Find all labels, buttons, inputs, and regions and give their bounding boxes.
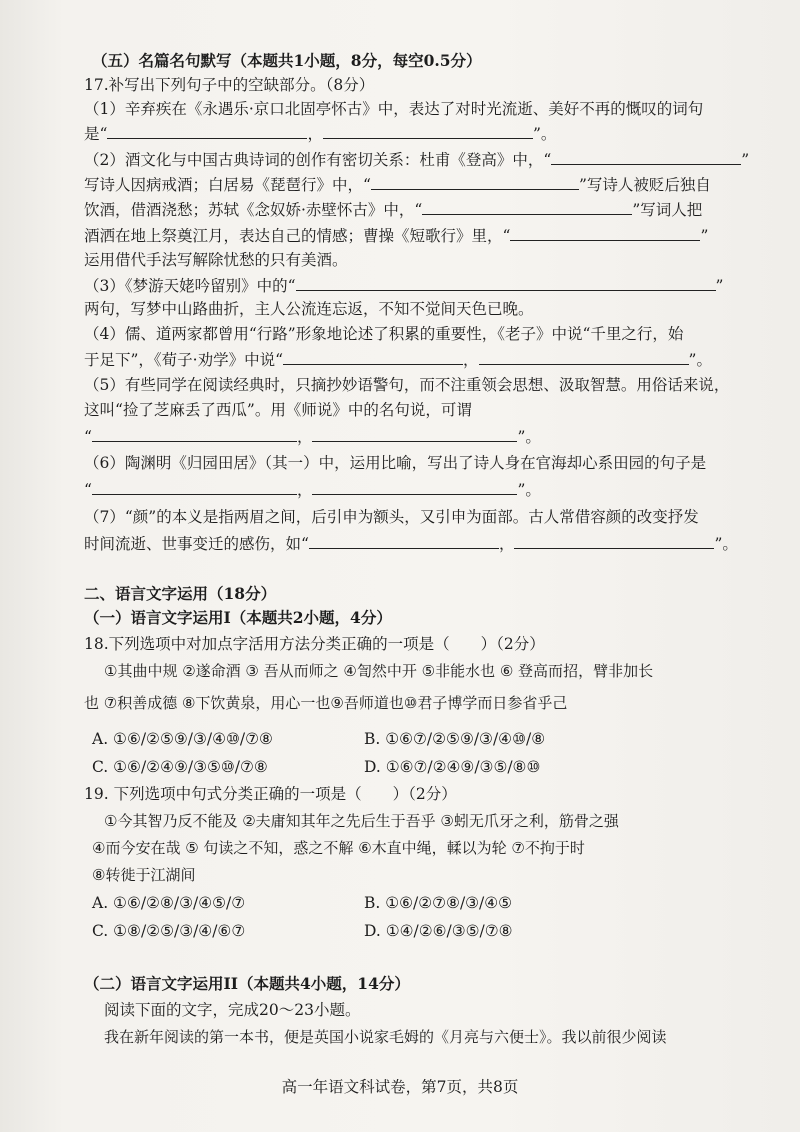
item-3-line-2: 两句，写梦中山路曲折，主人公流连忘返，不知不觉间天色已晚。 [84, 300, 534, 318]
question-17: 17.补写出下列句子中的空缺部分。（8分） [84, 76, 375, 94]
item-7-line-1: （7）“颜”的本义是指两眉之间，后引申为额头，又引申为面部。古人常借容颜的改变抒发 [84, 508, 699, 526]
item-7-line-2: 时间流逝、世事变迁的感伤，如“ ， ”。 [84, 532, 760, 555]
answer-blank[interactable] [283, 348, 463, 365]
q18-items-line-1: ①其曲中规 ②遂命酒 ③ 吾从而师之 ④訇然中开 ⑤非能水也 ⑥ 登高而招，臂非加长 [104, 662, 654, 680]
q19-items-line-3: ⑧转徙于江湖间 [92, 866, 196, 884]
answer-blank[interactable] [312, 425, 517, 442]
item-5-line-1: （5）有些同学在阅读经典时，只摘抄妙语警句，而不注重领会思想、汲取智慧。用俗话来说， [84, 376, 730, 394]
q19-items-line-1: ①今其智乃反不能及 ②夫庸知其年之先后生于吾乎 ③蚓无爪牙之利，筋骨之强 [104, 812, 619, 830]
question-19: 19. 下列选项中句式分类正确的一项是（ ）（2分） [84, 785, 457, 803]
answer-blank[interactable] [92, 425, 297, 442]
item-5-line-3: “ ， ”。 [84, 425, 760, 448]
q19-option-d[interactable]: D. ①④/②⑥/③⑤/⑦⑧ [364, 922, 513, 940]
q19-option-c[interactable]: C. ①⑧/②⑤/③/④/⑥⑦ [92, 922, 246, 940]
item-4-line-2: 于足下”，《荀子·劝学》中说“ ， ”。 [84, 348, 760, 371]
item-2-line-3: 饮酒，借酒浇愁；苏轼《念奴娇·赤壁怀古》中，“ ”写词人把 [84, 198, 760, 221]
answer-blank[interactable] [371, 173, 579, 190]
item-1-text: （1）辛弃疾在《永遇乐·京口北固亭怀古》中，表达了对时光流逝、美好不再的慨叹的词句 [84, 100, 704, 118]
answer-blank[interactable] [107, 122, 307, 139]
answer-blank[interactable] [422, 198, 632, 215]
q19-option-b[interactable]: B. ①⑥/②⑦⑧/③/④⑤ [364, 894, 513, 912]
q19-option-a[interactable]: A. ①⑥/②⑧/③/④⑤/⑦ [92, 894, 246, 912]
q18-items-line-2: 也 ⑦积善成德 ⑧下饮黄泉，用心一也⑨吾师道也⑩君子博学而日参省乎己 [84, 694, 568, 712]
reading-passage-line-1: 我在新年阅读的第一本书，便是英国小说家毛姆的《月亮与六便士》。我以前很少阅读 [104, 1028, 667, 1046]
item-2-line-1: （2）酒文化与中国古典诗词的创作有密切关系：杜甫《登高》中，“ ” [84, 148, 760, 171]
page-footer: 高一年语文科试卷，第7页，共8页 [281, 1078, 519, 1096]
answer-blank[interactable] [296, 274, 716, 291]
section5-heading: （五）名篇名句默写（本题共1小题，8分，每空0.5分） [92, 51, 482, 70]
answer-blank[interactable] [551, 148, 741, 165]
answer-blank[interactable] [514, 532, 714, 549]
item-1-blanks: 是“ ， ”。 [84, 122, 760, 145]
item-2-line-2: 写诗人因病戒酒；白居易《琵琶行》中，“ ”写诗人被贬后独自 [84, 173, 760, 196]
q18-option-c[interactable]: C. ①⑥/②④⑨/③⑤⑩/⑦⑧ [92, 758, 268, 776]
part2-heading: 二、语言文字运用（18分） [84, 584, 277, 603]
item-2-line-4: 酒洒在地上祭奠江月，表达自己的情感；曹操《短歌行》里，“ ” [84, 224, 760, 247]
answer-blank[interactable] [479, 348, 689, 365]
item-6-line-1: （6）陶渊明《归园田居》（其一）中，运用比喻，写出了诗人身在官海却心系田园的句子是 [84, 454, 707, 472]
answer-blank[interactable] [312, 478, 517, 495]
item-5-line-2: 这叫“捡了芝麻丢了西瓜”。用《师说》中的名句说，可谓 [84, 401, 472, 419]
question-18: 18.下列选项中对加点字活用方法分类正确的一项是（ ）（2分） [84, 635, 545, 653]
item-3-line-1: （3）《梦游天姥吟留别》中的“ ” [84, 274, 760, 297]
q19-items-line-2: ④而今安在哉 ⑤ 句读之不知，惑之不解 ⑥木直中绳，輮以为轮 ⑦不拘于时 [92, 839, 585, 857]
answer-blank[interactable] [323, 122, 533, 139]
item-4-line-1: （4）儒、道两家都曾用“行路”形象地论述了积累的重要性，《老子》中说“千里之行，始 [84, 325, 684, 343]
part2-sub2-heading: （二）语言文字运用II（本题共4小题，14分） [84, 974, 410, 993]
answer-blank[interactable] [510, 224, 700, 241]
answer-blank[interactable] [309, 532, 499, 549]
q18-option-d[interactable]: D. ①⑥⑦/②④⑨/③⑤/⑧⑩ [364, 758, 541, 776]
item-2-line-5: 运用借代手法写解除忧愁的只有美酒。 [84, 251, 348, 269]
q18-option-b[interactable]: B. ①⑥⑦/②⑤⑨/③/④⑩/⑧ [364, 730, 546, 748]
part2-sub1-heading: （一）语言文字运用Ⅰ（本题共2小题，4分） [84, 608, 392, 627]
q18-option-a[interactable]: A. ①⑥/②⑤⑨/③/④⑩/⑦⑧ [92, 730, 273, 748]
item-6-line-2: “ ， ”。 [84, 478, 760, 501]
answer-blank[interactable] [92, 478, 297, 495]
reading-instruction: 阅读下面的文字，完成20～23小题。 [104, 1001, 361, 1019]
